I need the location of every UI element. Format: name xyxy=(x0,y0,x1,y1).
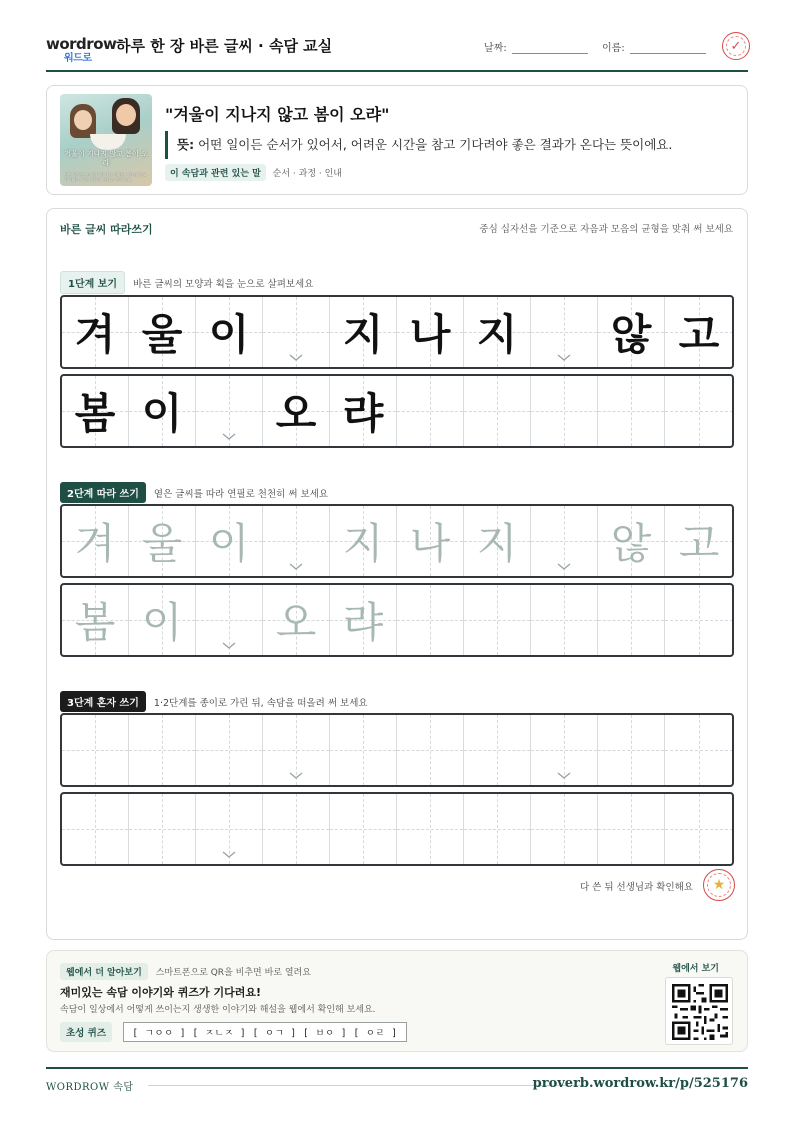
grid-cell[interactable] xyxy=(196,506,263,576)
grid-char: 이 xyxy=(141,389,183,438)
grid-cell[interactable] xyxy=(464,715,531,785)
grid-cell xyxy=(397,297,464,367)
grid-cell[interactable] xyxy=(129,794,196,864)
proverb-title: "겨울이 지나지 않고 봄이 오랴" xyxy=(165,105,390,124)
grid-char: 나 xyxy=(409,519,451,568)
grid-cell xyxy=(598,297,665,367)
grid-cell[interactable] xyxy=(196,794,263,864)
page-footer xyxy=(46,1067,748,1093)
qr-label: 웹에서 보기 xyxy=(672,964,719,974)
grid-cell[interactable] xyxy=(129,715,196,785)
grid-char: 겨 xyxy=(74,519,116,568)
space-mark-icon xyxy=(289,563,303,570)
grid-cell[interactable] xyxy=(263,506,330,576)
grid-cell xyxy=(196,297,263,367)
space-mark-icon xyxy=(289,354,303,361)
grid-char: 이 xyxy=(208,310,250,359)
logo-sub: 워드로 xyxy=(64,53,92,64)
wordrow-logo xyxy=(46,35,117,64)
grid-cell[interactable] xyxy=(464,794,531,864)
quiz-answer-box: [ ㄱㅇㅇ ] [ ㅈㄴㅈ ] [ ㅇㄱ ] [ ㅂㅇ ] [ ㅇㄹ ] xyxy=(123,1022,406,1042)
name-label: 이름: xyxy=(602,43,625,54)
grid-cell[interactable] xyxy=(196,715,263,785)
teacher-stamp-icon: ★ xyxy=(703,869,735,901)
grid-cell xyxy=(263,376,330,446)
grid-cell[interactable] xyxy=(330,506,397,576)
grid-char: 울 xyxy=(141,519,183,568)
space-mark-icon xyxy=(222,642,236,649)
grid-cell[interactable] xyxy=(464,506,531,576)
grid-cell xyxy=(665,376,733,446)
stage2-badge: 2단계 따라 쓰기 xyxy=(60,482,146,503)
grid-cell xyxy=(531,297,598,367)
meaning-text: 어떤 일이든 순서가 있어서, 어려운 시간을 참고 기다려야 좋은 결과가 온다는 뜻이에요. xyxy=(198,137,673,152)
grid-cell xyxy=(397,376,464,446)
grid-cell[interactable] xyxy=(330,585,397,655)
grid-cell[interactable] xyxy=(598,506,665,576)
grid-cell[interactable] xyxy=(665,715,733,785)
illustration-subcaption: 어떤 일이든 순서가 있어서, 어려운 시간을 참고 기다려야 좋은 결과가 온다는 뜻이에요. xyxy=(64,172,147,182)
space-mark-icon xyxy=(557,354,571,361)
grid-char: 겨 xyxy=(74,310,116,359)
stage3-label xyxy=(60,691,368,712)
grid-char: 랴 xyxy=(342,598,384,647)
grid-cell[interactable] xyxy=(62,585,129,655)
grid-cell[interactable] xyxy=(397,506,464,576)
grid-cell xyxy=(196,376,263,446)
grid-cell xyxy=(263,297,330,367)
web-desc: 속담이 일상에서 어떻게 쓰이는지 생생한 이야기와 해설을 웹에서 확인해 보세요. xyxy=(60,1005,376,1015)
space-mark-icon xyxy=(289,772,303,779)
stage3-desc: 1·2단계를 종이로 가린 뒤, 속담을 떠올려 써 보세요 xyxy=(153,698,368,709)
related-words-row xyxy=(165,164,342,181)
grid-char: 이 xyxy=(208,519,250,568)
grid-cell xyxy=(62,297,129,367)
page-title: 하루 한 장 바른 글씨 · 속담 교실 xyxy=(116,37,333,55)
grid-cell xyxy=(665,297,733,367)
grid-char: 고 xyxy=(678,519,720,568)
related-label: 이 속담과 관련 있는 말 xyxy=(165,164,266,181)
grid-cell[interactable] xyxy=(598,585,665,655)
grid-cell xyxy=(62,376,129,446)
grid-cell[interactable] xyxy=(397,715,464,785)
check-stamp-icon: ✓ xyxy=(722,32,750,60)
grid-cell[interactable] xyxy=(330,794,397,864)
grid-char: 이 xyxy=(141,598,183,647)
grid-char: 지 xyxy=(342,310,384,359)
space-mark-icon xyxy=(557,772,571,779)
stage1-label xyxy=(60,271,313,294)
space-mark-icon xyxy=(222,851,236,858)
grid-cell[interactable] xyxy=(464,585,531,655)
logo-brand: wordrow xyxy=(46,35,117,53)
grid-cell[interactable] xyxy=(263,715,330,785)
grid-char: 않 xyxy=(610,310,652,359)
grid-char: 나 xyxy=(409,310,451,359)
grid-cell[interactable] xyxy=(397,585,464,655)
grid-cell[interactable] xyxy=(62,506,129,576)
grid-char: 지 xyxy=(476,519,518,568)
stage1-desc: 바른 글씨의 모양과 획을 눈으로 살펴보세요 xyxy=(133,279,314,290)
web-title: 재미있는 속담 이야기와 퀴즈가 기다려요! xyxy=(60,986,261,999)
date-label: 날짜: xyxy=(484,43,507,54)
quiz-label: 초성 퀴즈 xyxy=(60,1022,112,1042)
grid-cell xyxy=(330,376,397,446)
grid-char: 봄 xyxy=(74,598,116,647)
web-section xyxy=(46,950,748,1052)
grid-cell[interactable] xyxy=(665,794,733,864)
grid-cell[interactable] xyxy=(531,585,598,655)
grid-cell[interactable] xyxy=(598,794,665,864)
stage2-desc: 옅은 글씨를 따라 연필로 천천히 써 보세요 xyxy=(153,489,329,500)
grid-cell xyxy=(129,376,196,446)
grid-cell[interactable] xyxy=(531,506,598,576)
grid-cell[interactable] xyxy=(598,715,665,785)
web-tag-desc: 스마트폰으로 QR을 비추면 바로 열려요 xyxy=(155,968,311,978)
grid-char: 않 xyxy=(610,519,652,568)
grid-cell[interactable] xyxy=(397,794,464,864)
grid-cell[interactable] xyxy=(62,794,129,864)
stage2-row-1[interactable] xyxy=(60,504,734,578)
grid-cell xyxy=(330,297,397,367)
name-field[interactable] xyxy=(630,53,706,54)
stage2-label xyxy=(60,482,328,503)
stage3-row-2[interactable] xyxy=(60,792,734,866)
footer-brand: WORDROW 속담 xyxy=(46,1082,134,1093)
grid-char: 오 xyxy=(275,598,317,647)
grid-char: 지 xyxy=(476,310,518,359)
grid-cell[interactable] xyxy=(665,585,733,655)
grid-cell[interactable] xyxy=(330,715,397,785)
grid-cell[interactable] xyxy=(196,585,263,655)
illustration-caption: 겨울이 지나지 않고 봄이 오랴 xyxy=(64,150,148,167)
related-words: 순서 · 과정 · 인내 xyxy=(272,169,342,179)
proverb-illustration xyxy=(60,94,152,186)
proverb-meaning xyxy=(165,131,672,159)
stage3-row-1[interactable] xyxy=(60,713,734,787)
grid-cell[interactable] xyxy=(263,585,330,655)
grid-cell[interactable] xyxy=(129,585,196,655)
page-header xyxy=(46,30,748,72)
grid-cell xyxy=(598,376,665,446)
check-note: 다 쓴 뒤 선생님과 확인해요 xyxy=(579,882,693,893)
grid-cell[interactable] xyxy=(531,715,598,785)
grid-cell xyxy=(464,376,531,446)
grid-char: 오 xyxy=(275,389,317,438)
stage2-row-2[interactable] xyxy=(60,583,734,657)
space-mark-icon xyxy=(557,563,571,570)
proverb-card xyxy=(46,85,748,195)
stage1-badge: 1단계 보기 xyxy=(60,271,125,294)
footer-url[interactable]: proverb.wordrow.kr/p/525176 xyxy=(532,1076,748,1091)
grid-cell[interactable] xyxy=(665,506,733,576)
grid-cell[interactable] xyxy=(531,794,598,864)
grid-cell xyxy=(464,297,531,367)
grid-cell[interactable] xyxy=(62,715,129,785)
stage3-badge: 3단계 혼자 쓰기 xyxy=(60,691,146,712)
grid-char: 울 xyxy=(141,310,183,359)
grid-char: 랴 xyxy=(342,389,384,438)
grid-cell xyxy=(129,297,196,367)
web-head xyxy=(60,963,311,980)
web-tag: 웹에서 더 알아보기 xyxy=(60,963,148,980)
grid-char: 봄 xyxy=(74,389,116,438)
grid-char: 지 xyxy=(342,519,384,568)
grid-char: 고 xyxy=(678,310,720,359)
meaning-label: 뜻: xyxy=(177,137,195,152)
stage1-row-2 xyxy=(60,374,734,448)
date-field[interactable] xyxy=(512,53,588,54)
grid-cell[interactable] xyxy=(129,506,196,576)
space-mark-icon xyxy=(222,433,236,440)
stage1-row-1 xyxy=(60,295,734,369)
grid-cell[interactable] xyxy=(263,794,330,864)
practice-note: 중심 십자선을 기준으로 자음과 모음의 균형을 맞춰 써 보세요 xyxy=(479,224,733,235)
qr-code-icon[interactable] xyxy=(665,977,733,1045)
practice-title: 바른 글씨 따라쓰기 xyxy=(60,223,153,236)
footer-divider xyxy=(148,1085,584,1086)
initial-quiz xyxy=(60,1022,407,1042)
grid-cell xyxy=(531,376,598,446)
